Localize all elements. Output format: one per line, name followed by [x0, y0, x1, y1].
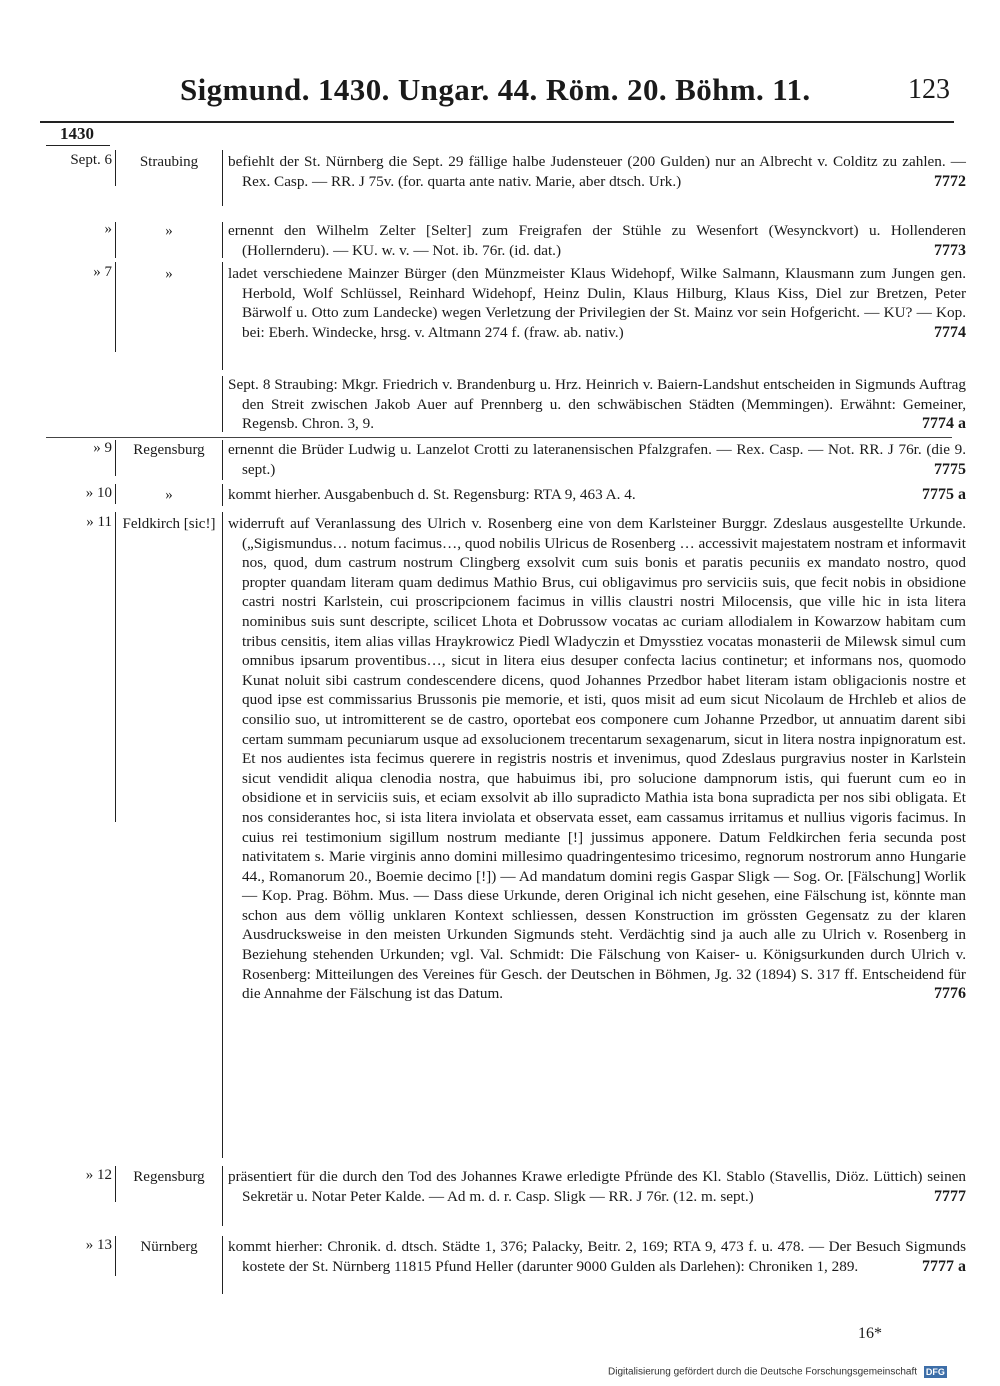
header-rule: [40, 121, 954, 123]
regest-number: 7774 a: [922, 415, 966, 433]
entry-text: [228, 1167, 966, 1206]
year-rule: [46, 145, 110, 146]
column-rule: [222, 262, 223, 370]
entry-date: » 9: [93, 440, 112, 456]
regest-number: 7775: [934, 460, 966, 478]
page-number: 123: [908, 74, 950, 105]
entry-place: »: [165, 223, 173, 239]
regest-number: 7774: [934, 323, 966, 341]
entry-place: »: [165, 266, 173, 282]
year-label: 1430: [60, 124, 94, 143]
column-rule: [222, 440, 223, 480]
regest-number: 7777: [934, 1187, 966, 1205]
entry-place: Nürnberg: [140, 1239, 198, 1255]
entry-body: präsentiert für die durch den Tod des Johannes Krawe erledigte Pfründe des Kl. Stablo (Stavellis, Diöz. Lüttich) seinen Sekretär u. Notar Peter Kalde. — Ad m. d. r. Casp. Sligk — RR. J 76r. (12. m. sept.): [228, 1168, 966, 1205]
entry-text: [228, 375, 966, 434]
entry-place: Regensburg: [133, 442, 205, 458]
column-rule: [222, 222, 223, 258]
column-rule: [115, 512, 116, 822]
entry-place: Feldkirch [sic!]: [122, 516, 216, 532]
column-rule: [115, 440, 116, 476]
entry-text: [228, 514, 966, 1004]
entry-date: » 11: [86, 514, 112, 530]
column-rule: [222, 484, 223, 506]
column-rule: [115, 150, 116, 186]
entry-text: [228, 1237, 966, 1276]
column-rule: [222, 150, 223, 206]
regest-number: 7773: [934, 241, 966, 259]
entry-body: ernennt die Brüder Ludwig u. Lanzelot Crotti zu lateranensischen Pfalzgrafen. — Rex. Casp. — Not. RR. J 76r. (die 9. sept.): [228, 441, 966, 478]
entry-body: ladet verschiedene Mainzer Bürger (den Münzmeister Klaus Widehopf, Wilke Salmann, Klausmann zum Jungen gen. Herbold, Wolf Schlüssel, Reinhard Widehopf, Heinz Dulin, Klaus Hilburg, Klaus Kiss, Diel zur Bretzen, Peter Bärwolf u. Otto zum Landecke) wegen Verletzung der Privilegien der St. Mainz vor sein Hofgericht. — KU? — Kop. bei: Eberh. Windecke, hrsg. v. Altmann 274 f. (fraw. ab. nativ.): [228, 265, 966, 341]
entry-separator: [46, 437, 952, 438]
entry-text: [228, 440, 966, 479]
entry-date: »: [104, 221, 112, 237]
entry-body: ernennt den Wilhelm Zelter [Selter] zum Freigrafen der Stühle zu Wesenfort (Wesynckvort) u. Hollenderen (Hollernderu). — KU. w. v. — Not. ib. 76r. (id. dat.): [228, 222, 966, 259]
entry-date: » 10: [85, 485, 112, 501]
column-rule: [222, 376, 223, 432]
column-rule: [115, 222, 116, 258]
column-rule: [222, 1166, 223, 1226]
entry-place: Straubing: [139, 154, 199, 170]
entry-text: [228, 485, 966, 505]
running-title: Sigmund. 1430. Ungar. 44. Röm. 20. Böhm. 11.: [180, 72, 811, 107]
column-rule: [115, 1166, 116, 1202]
credit-text: Digitalisierung gefördert durch die Deutsche Forschungsgemeinschaft: [608, 1366, 918, 1378]
regest-number: 7777 a: [922, 1257, 966, 1275]
entry-body: widerruft auf Veranlassung des Ulrich v. Rosenberg eine von dem Karlsteiner Burggr. Zdeslaus ausgestellte Urkunde. („Sigismundus… notum facimus…, quod nobilis Ulricus de Rosenberg … accessivit majestatem nostram et informavit nos, quod, dum castrum nostrum Clingberg exsolvit cum suis bonis et paratis pecuniis ex mandato nostro, quod propter quandam literam quam dedimus Mathio Brus, cui obligavimus pro serviciis suis, que fecit nobis in obsidione castri nostri Karlstein, cui proscripcionem facimus in villis claustri nostri Milocensis, que ville hic in ista litera nominibus suis sunt descripte, scilicet Lhota et Dobrussow vocatas ac curiam allodialem in Kowarzow habitam cum tribus censitis, item alias villas Hraykrowicz Piedl Wladyczin et Dmysstiez vocatas monasterii de Milewsk simul cum omnibus ipsarum proventibus…, sicut in litera eius desuper confecta lacius continetur; et informans nos, quomodo Kunat noluit sibi castrum condescendere dicens, quod Johannes Przedbor habet literam istam obligacionis nostre et quod ipse est commissarius Brussonis pie memorie, et isti, quos misit ad eum sicut Nicolaum de Hrchleb et alios de consilio suo, ut intromitterent se de castro, oportebat eos componere cum Johanne Przedbor, ut annuatim darent sibi certam summam pecuniarum usque ad exsolucionem trecentarum sexagenarum, sicut in litera nostra inpignoratum est. Et nos audientes ista fecimus querere in registris nostris et invenimus, quod Zdeslaus purgravius noster in Karlstein sicut vendidit aliqua clenodia nostra, que habuimus ibi, pro solucione dampnorum istis, qui fuerunt cum eo in obsidione et in serviciis suis, et eciam exsolvit ab illo supradicto Mathia ista bona supradicta per nos sibi obligata. Et nos considerantes hoc, si ista litera inviolata et observata esset, eam cassamus irritamus et nullius vigoris facimus. In cuius rei testimonium sigillum nostrum mediante [!] jussimus apponere. Datum Feldkirchen feria secunda post nativitatem s. Marie virginis anno domini millesimo quadringentesimo tricesimo, regnorum nostrorum anno Hungarie 44., Romanorum 20., Boemie decimo [!]) — Ad mandatum domini regis Gaspar Sligk — Sog. Or. [Fälschung] Worlik — Kop. Prag. Böhm. Mus. — Dass diese Urkunde, deren Original ich nicht gesehen, eine Fälschung ist, könnte man schon aus dem völlig unklaren Kontext schliessen, dessen Konstruction im grössten Gegensatz zu der klaren Ausdrucksweise in den meisten Urkunden Sigmunds steht. Verdächtig sind ja auch alle zu Ulrich v. Rosenberg in Beziehung stehenden Urkunden; vgl. Val. Schmidt: Die Fälschung von Kaiser- u. Königsurkunden durch Ulrich v. Rosenberg: Mitteilungen des Vereines für Gesch. der Deutschen in Böhmen, Jg. 32 (1894) S. 317 ff. Entscheidend für die Annahme der Fälschung ist das Datum.: [228, 515, 966, 1003]
column-rule: [115, 484, 116, 504]
entry-date: » 13: [85, 1237, 112, 1253]
column-rule: [115, 1236, 116, 1276]
entry-body: kommt hierher. Ausgabenbuch d. St. Regensburg: RTA 9, 463 A. 4.: [228, 486, 636, 503]
entry-text: [228, 221, 966, 260]
entry-body: kommt hierher: Chronik. d. dtsch. Städte 1, 376; Palacky, Beitr. 2, 169; RTA 9, 473 f. u. 478. — Der Besuch Sigmunds kostete der St. Nürnberg 11815 Pfund Heller (darunter 9000 Gulden als Darlehen): Chroniken 1, 289.: [228, 1238, 966, 1275]
regest-number: 7776: [934, 985, 966, 1003]
entry-date: » 7: [93, 264, 112, 280]
regest-number: 7772: [934, 172, 966, 190]
entry-place: »: [165, 487, 173, 503]
entry-body: Sept. 8 Straubing: Mkgr. Friedrich v. Brandenburg u. Hrz. Heinrich v. Baiern-Landshut entscheiden in Sigmunds Auftrag den Streit zwischen Jakob Auer auf Prennberg u. den schwäbischen Städten (Memmingen). Erwähnt: Gemeiner, Regensb. Chron. 3, 9.: [228, 376, 966, 433]
entry-date: » 12: [85, 1167, 112, 1183]
column-rule: [115, 262, 116, 352]
regest-number: 7775 a: [922, 486, 966, 503]
page-header: [40, 72, 952, 116]
entry-place: Regensburg: [133, 1169, 205, 1185]
dfg-logo-icon: DFG: [925, 1367, 945, 1377]
column-rule: [222, 1236, 223, 1294]
entry-date: Sept. 6: [70, 152, 112, 168]
entry-text: [228, 264, 966, 342]
entry-body: befiehlt der St. Nürnberg die Sept. 29 fällige halbe Judensteuer (200 Gulden) nur an Albrecht v. Colditz zu zahlen. — Rex. Casp. — RR. J 75v. (for. quarta ante nativ. Marie, aber dtsch. Urk.): [228, 153, 966, 190]
column-rule: [222, 512, 223, 1158]
entry-text: [228, 152, 966, 191]
signature-mark: 16*: [858, 1325, 882, 1342]
dfg-credit: [608, 1366, 947, 1378]
